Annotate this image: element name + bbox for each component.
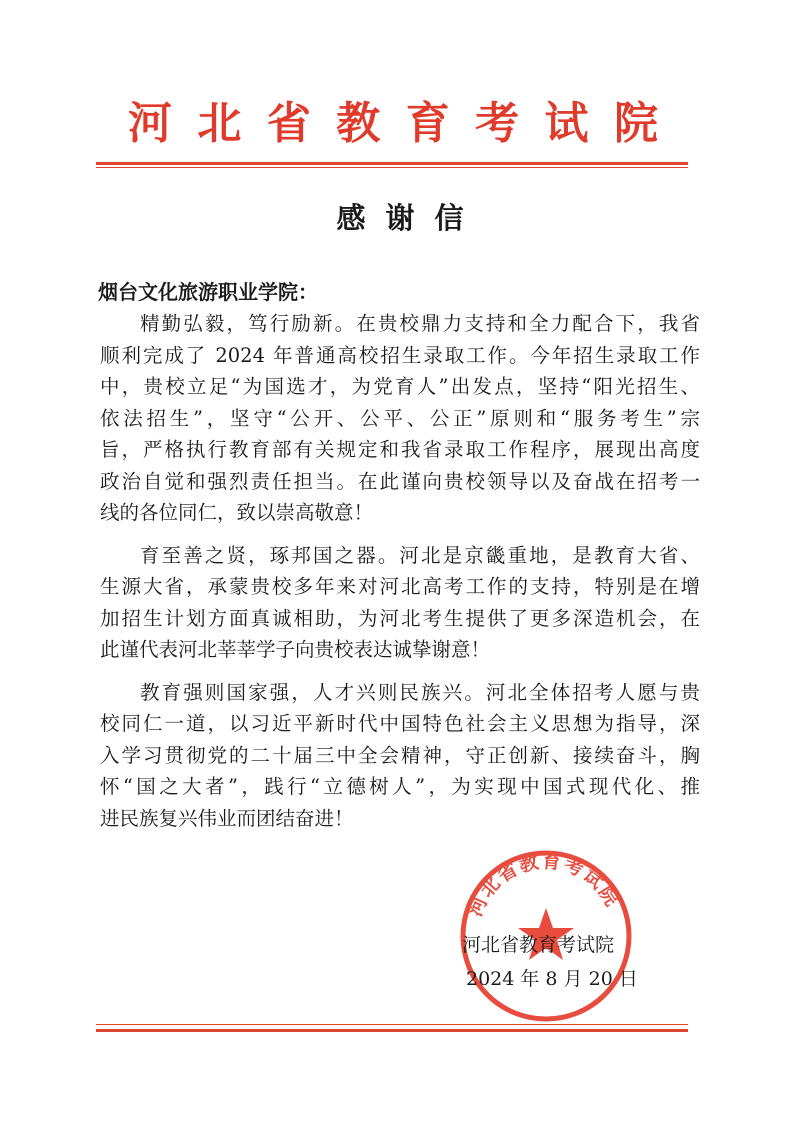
paragraph-line: 入学习贯彻党的二十届三中全会精神，守正创新、接续奋斗，胸: [100, 743, 700, 767]
paragraph-line: 顺利完成了 2024 年普通高校招生录取工作。今年招生录取工作: [100, 343, 700, 367]
paragraph-line: 教育强则国家强，人才兴则民族兴。河北全体招考人愿与贵: [140, 680, 700, 704]
salutation: 烟台文化旅游职业学院：: [98, 280, 318, 304]
paragraph-line: 中，贵校立足“为国选才，为党育人”出发点，坚持“阳光招生、: [100, 375, 700, 398]
letterhead-char: 河: [128, 98, 172, 149]
paragraph-line: 线的各位同仁，致以崇高敬意！: [100, 501, 374, 524]
letterhead-char: 省: [266, 98, 311, 149]
letterhead-org-name: [128, 96, 658, 152]
paragraph-line: 生源大省，承蒙贵校多年来对河北高考工作的支持，特别是在增: [100, 575, 700, 598]
paragraph-line: 此谨代表河北莘莘学子向贵校表达诚挚谢意！: [100, 638, 491, 661]
signature-org: 河北省教育考试院: [462, 934, 615, 956]
letter-body: [100, 308, 700, 845]
paragraph-line: 旨，严格执行教育部有关规定和我省录取工作程序，展现出高度: [100, 438, 700, 461]
footer-divider-thin: [96, 1024, 688, 1025]
footer-divider-thick: [96, 1029, 688, 1032]
paragraph-line: 加招生计划方面真诚相助，为河北考生提供了更多深造机会，在: [100, 606, 700, 630]
paragraph-line: 依法招生”，坚守“公开、公平、公正”原则和“服务考生”宗: [100, 406, 700, 430]
paragraph: [100, 540, 700, 666]
letter-title: 感谢信: [336, 201, 484, 235]
header-divider-thick: [96, 162, 688, 165]
header-divider-thin: [96, 167, 688, 168]
letterhead-char: 试: [544, 98, 589, 149]
paragraph: [100, 308, 700, 529]
letterhead-char: 院: [613, 98, 658, 149]
letterhead-char: 教: [336, 98, 381, 149]
paragraph: [100, 677, 700, 835]
letterhead-char: 北: [197, 98, 242, 149]
seal-text: 河北省教育考试院: [464, 850, 624, 920]
paragraph-line: 政治自觉和强烈责任担当。在此谨向贵校领导以及奋战在招考一: [100, 469, 700, 493]
paragraph-line: 怀“国之大者”，践行“立德树人”，为实现中国式现代化、推: [100, 775, 700, 798]
paragraph-line: 校同仁一道，以习近平新时代中国特色社会主义思想为指导，深: [100, 712, 700, 735]
paragraph-line: 育至善之贤，琢邦国之器。河北是京畿重地，是教育大省、: [140, 543, 700, 567]
letterhead-char: 育: [405, 98, 450, 149]
letterhead-char: 考: [475, 98, 520, 149]
signature-date: 2024 年 8 月 20 日: [466, 968, 638, 990]
svg-text:河北省教育考试院: [464, 849, 625, 919]
paragraph-line: 精勤弘毅，笃行励新。在贵校鼎力支持和全力配合下，我省: [140, 312, 700, 335]
paragraph-line: 进民族复兴伟业而团结奋进！: [100, 806, 354, 830]
